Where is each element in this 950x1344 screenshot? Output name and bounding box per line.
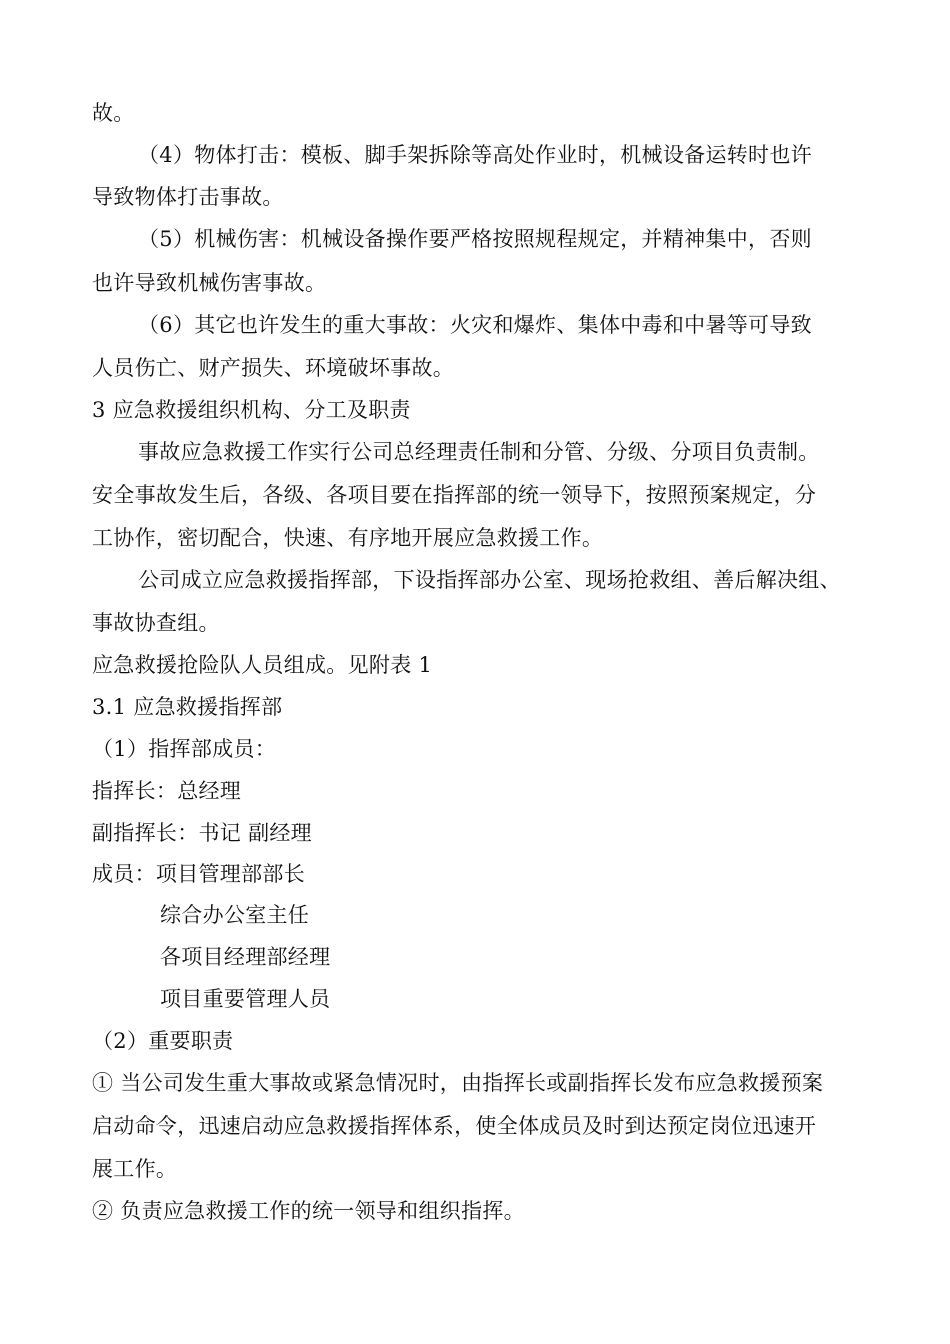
list-item: 成员：项目管理部部长 <box>92 862 305 886</box>
paragraph-line: （5）机械伤害：机械设备操作要严格按照规程规定，并精神集中，否则 <box>138 227 812 251</box>
subsection-heading: 3.1 应急救援指挥部 <box>92 695 283 719</box>
text-line: 导致物体打击事故。 <box>92 185 284 209</box>
text-line: 人员伤亡、财产损失、环境破坏事故。 <box>92 356 455 380</box>
text-line: 展工作。 <box>92 1157 178 1181</box>
paragraph-line: （4）物体打击：模板、脚手架拆除等高处作业时，机械设备运转时也许 <box>138 143 812 167</box>
list-item: 综合办公室主任 <box>160 903 310 927</box>
text-line: 启动命令，迅速启动应急救援指挥体系，使全体成员及时到达预定岗位迅速开 <box>92 1114 817 1138</box>
list-item: 副指挥长：书记 副经理 <box>92 821 312 845</box>
list-heading: （1）指挥部成员： <box>92 737 277 761</box>
text-line: 应急救援抢险队人员组成。见附表 1 <box>92 653 433 677</box>
list-item: 指挥长：总经理 <box>92 779 242 803</box>
text-line: 安全事故发生后，各级、各项目要在指挥部的统一领导下，按照预案规定，分 <box>92 483 817 507</box>
list-item: 项目重要管理人员 <box>160 987 331 1011</box>
paragraph-line: （6）其它也许发生的重大事故：火灾和爆炸、集体中毒和中暑等可导致 <box>138 313 812 337</box>
paragraph-line: ① 当公司发生重大事故或紧急情况时，由指挥长或副指挥长发布应急救援预案 <box>92 1071 824 1095</box>
text-line: 工协作，密切配合，快速、有序地开展应急救援工作。 <box>92 526 604 550</box>
text-line: 事故协查组。 <box>92 611 220 635</box>
paragraph-line: 事故应急救援工作实行公司总经理责任制和分管、分级、分项目负责制。 <box>138 440 820 464</box>
list-heading: （2）重要职责 <box>92 1029 234 1053</box>
paragraph-line: ② 负责应急救援工作的统一领导和组织指挥。 <box>92 1199 525 1223</box>
paragraph-line: 公司成立应急救援指挥部，下设指挥部办公室、现场抢救组、善后解决组、 <box>138 568 841 592</box>
text-line: 也许导致机械伤害事故。 <box>92 271 327 295</box>
section-heading: 3 应急救援组织机构、分工及职责 <box>92 398 411 422</box>
list-item: 各项目经理部经理 <box>160 945 331 969</box>
text-line: 故。 <box>92 101 135 125</box>
